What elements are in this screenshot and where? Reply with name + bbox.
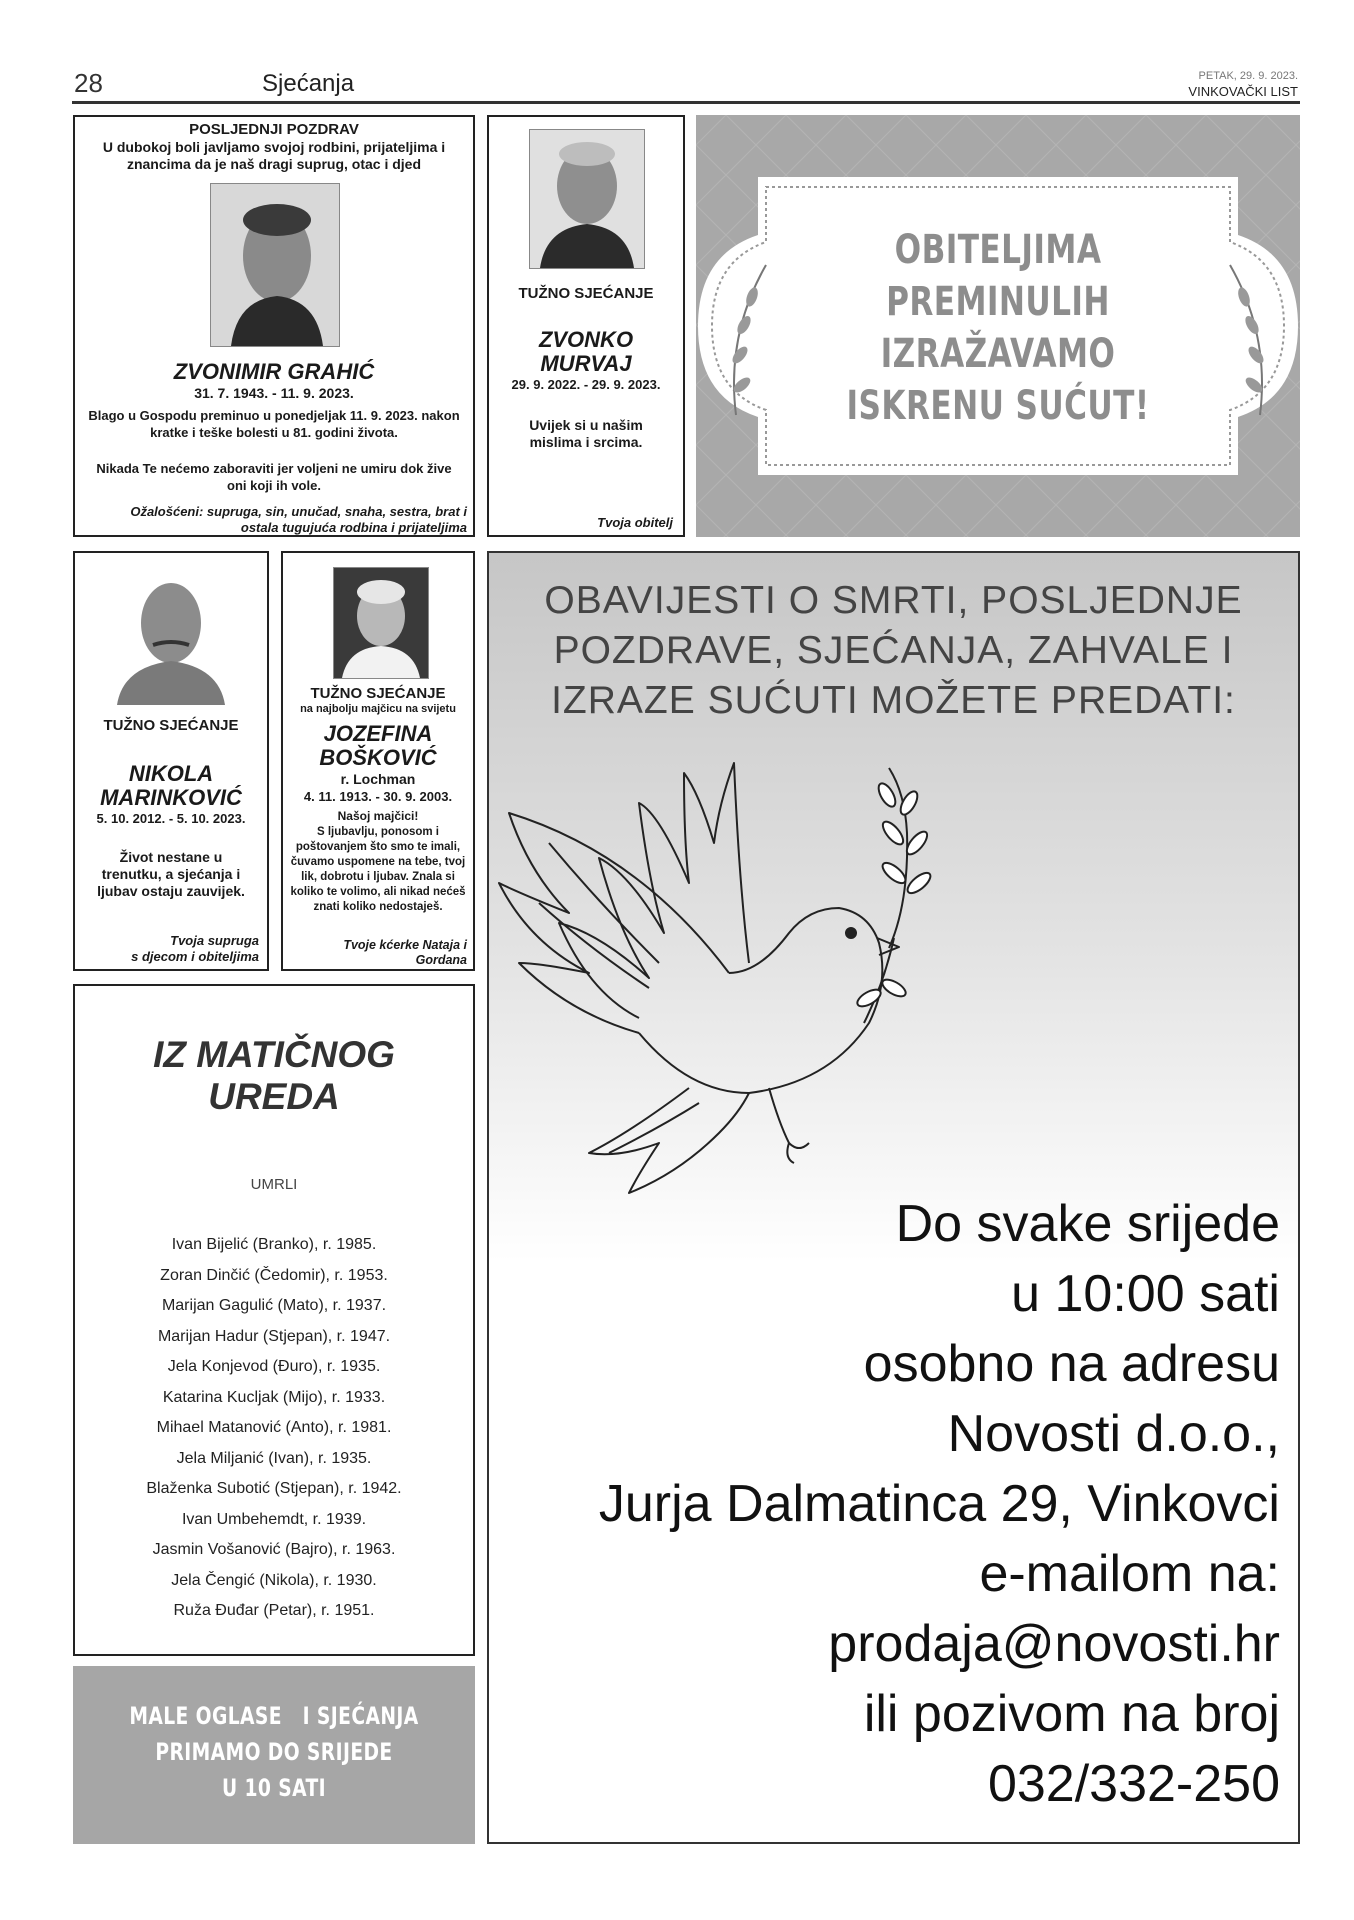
murvaj-name2: MURVAJ — [540, 351, 632, 376]
marinkovic-photo — [113, 567, 229, 705]
info-line: Novosti d.o.o., — [947, 1405, 1280, 1463]
list-item: Ivan Bijelić (Branko), r. 1985. — [171, 1236, 377, 1253]
grahic-heading: POSLJEDNJI POZDRAV — [189, 121, 359, 138]
murvaj-dates: 29. 9. 2022. - 29. 9. 2023. — [511, 377, 661, 392]
boskovic-subheading: na najbolju majčicu na svijetu — [300, 703, 456, 715]
info-line: e-mailom na: — [979, 1545, 1280, 1603]
info-lines — [500, 1189, 1280, 1819]
obituary-marinkovic — [73, 551, 269, 971]
registry-title2: UREDA — [208, 1076, 340, 1117]
grahic-text1: Blago u Gospodu preminuo u ponedjeljak 11. 9. 2023. nakon kratke i teške bolesti u 81. godini života. — [88, 408, 460, 440]
condolence-line3: IZRAŽAVAMO — [880, 331, 1116, 377]
boskovic-text2: S ljubavlju, ponosom i poštovanjem što smo te imali, čuvamo uspomene na tebe, tvoj lik, dobrotu i ljubav. Znala si koliko te volimo, ali nikad nećeš znati koliko nedostaješ. — [290, 826, 466, 913]
grahic-photo — [210, 183, 340, 347]
ads-notice-line3: U 10 SATI — [221, 1774, 327, 1802]
info-heading1: OBAVIJESTI O SMRTI, POSLJEDNJE — [544, 579, 1243, 622]
list-item: Katarina Kucljak (Mijo), r. 1933. — [162, 1388, 386, 1406]
murvaj-heading: TUŽNO SJEĆANJE — [518, 285, 654, 302]
info-heading2: POZDRAVE, SJEĆANJA, ZAHVALE I — [553, 629, 1234, 672]
info-heading3: IZRAZE SUĆUTI MOŽETE PREDATI: — [551, 679, 1236, 722]
condolence-banner — [696, 115, 1300, 537]
section-title: Sjećanja — [262, 70, 355, 97]
marinkovic-name2: MARINKOVIĆ — [100, 785, 242, 810]
marinkovic-text: Život nestane u trenutku, a sjećanja i ljubav ostaju zauvijek. — [97, 849, 245, 899]
boskovic-dates: 4. 11. 1913. - 30. 9. 2003. — [303, 789, 453, 804]
list-item: Marijan Gagulić (Mato), r. 1937. — [161, 1297, 387, 1314]
list-item: Blaženka Subotić (Stjepan), r. 1942. — [146, 1480, 402, 1497]
boskovic-name1: JOZEFINA — [323, 721, 433, 746]
list-item: Ruža Đuđar (Petar), r. 1951. — [173, 1602, 375, 1619]
grahic-signature: Ožalošćeni: supruga, sin, unučad, snaha, sestra, brat i ostala tugujuća rodbina i prijateljima — [130, 504, 467, 535]
info-line: u 10:00 sati — [1011, 1265, 1280, 1323]
boskovic-heading: TUŽNO SJEĆANJE — [310, 685, 446, 702]
info-line: osobno na adresu — [863, 1335, 1280, 1393]
header-rule — [72, 101, 1300, 104]
obituary-boskovic — [281, 551, 475, 971]
grahic-name: ZVONIMIR GRAHIĆ — [173, 359, 375, 384]
condolence-line1: OBITELJIMA — [894, 227, 1102, 273]
page-number: 28 — [74, 68, 103, 98]
marinkovic-heading: TUŽNO SJEĆANJE — [103, 717, 239, 734]
registry-subtitle: UMRLI — [250, 1176, 298, 1193]
boskovic-maiden: r. Lochman — [340, 771, 416, 787]
marinkovic-dates: 5. 10. 2012. - 5. 10. 2023. — [96, 811, 246, 826]
ads-notice-line2: PRIMAMO DO SRIJEDE — [155, 1738, 393, 1766]
email-link[interactable]: prodaja@novosti.hr — [828, 1615, 1280, 1673]
list-item: Mihael Matanović (Anto), r. 1981. — [156, 1419, 392, 1436]
obituary-murvaj — [487, 115, 685, 537]
info-line: Do svake srijede — [895, 1195, 1280, 1253]
registry-office-box — [73, 984, 475, 1656]
registry-list — [75, 1230, 473, 1627]
boskovic-name2: BOŠKOVIĆ — [319, 745, 437, 770]
info-line: ili pozivom na broj — [863, 1685, 1280, 1743]
murvaj-signature: Tvoja obitelj — [597, 515, 673, 530]
boskovic-signature: Tvoje kćerke Nataja i Gordana — [343, 938, 467, 967]
condolence-frame — [696, 115, 1300, 537]
condolence-line2: PREMINULIH — [886, 279, 1110, 325]
header-date: PETAK, 29. 9. 2023. — [1198, 70, 1298, 82]
obituary-grahic — [73, 115, 475, 537]
list-item: Zoran Dinčić (Čedomir), r. 1953. — [160, 1266, 388, 1284]
boskovic-photo — [333, 567, 429, 679]
ads-notice-line1: MALE OGLASE I SJEĆANJA — [129, 1702, 419, 1730]
grahic-dates: 31. 7. 1943. - 11. 9. 2023. — [194, 385, 354, 401]
murvaj-text: Uvijek si u našim mislima i srcima. — [529, 417, 643, 450]
list-item: Jela Čengić (Nikola), r. 1930. — [171, 1571, 377, 1589]
submission-info-box — [487, 551, 1300, 1844]
list-item: Ivan Umbehemdt, r. 1939. — [181, 1510, 367, 1528]
list-item: Jela Konjevod (Đuro), r. 1935. — [167, 1358, 381, 1375]
phone-number: 032/332-250 — [987, 1755, 1280, 1813]
grahic-intro: U dubokoj boli javljamo svojoj rodbini, prijateljima i znancima da je naš dragi suprug, otac i djed — [102, 139, 446, 172]
registry-title1: IZ MATIČNOG — [153, 1034, 395, 1075]
marinkovic-signature1: Tvoja supruga — [170, 933, 259, 948]
marinkovic-name1: NIKOLA — [128, 761, 214, 786]
murvaj-name1: ZVONKO — [538, 327, 634, 352]
marinkovic-signature2: s djecom i obiteljima — [131, 949, 259, 964]
list-item: Jela Miljanić (Ivan), r. 1935. — [176, 1449, 372, 1467]
list-item: Marijan Hadur (Stjepan), r. 1947. — [157, 1327, 391, 1345]
ads-notice-box — [73, 1666, 475, 1844]
murvaj-photo — [529, 129, 645, 269]
info-line: Jurja Dalmatinca 29, Vinkovci — [598, 1475, 1280, 1533]
list-item: Jasmin Vošanović (Bajro), r. 1963. — [152, 1541, 396, 1558]
dove-illustration — [489, 733, 969, 1213]
boskovic-text1: Našoj majčici! — [337, 809, 419, 823]
header-publication: VINKOVAČKI LIST — [1188, 84, 1298, 99]
grahic-text2: Nikada Te nećemo zaboraviti jer voljeni ne umiru dok žive oni koji ih vole. — [96, 461, 452, 493]
condolence-line4: ISKRENU SUĆUT! — [846, 383, 1150, 429]
